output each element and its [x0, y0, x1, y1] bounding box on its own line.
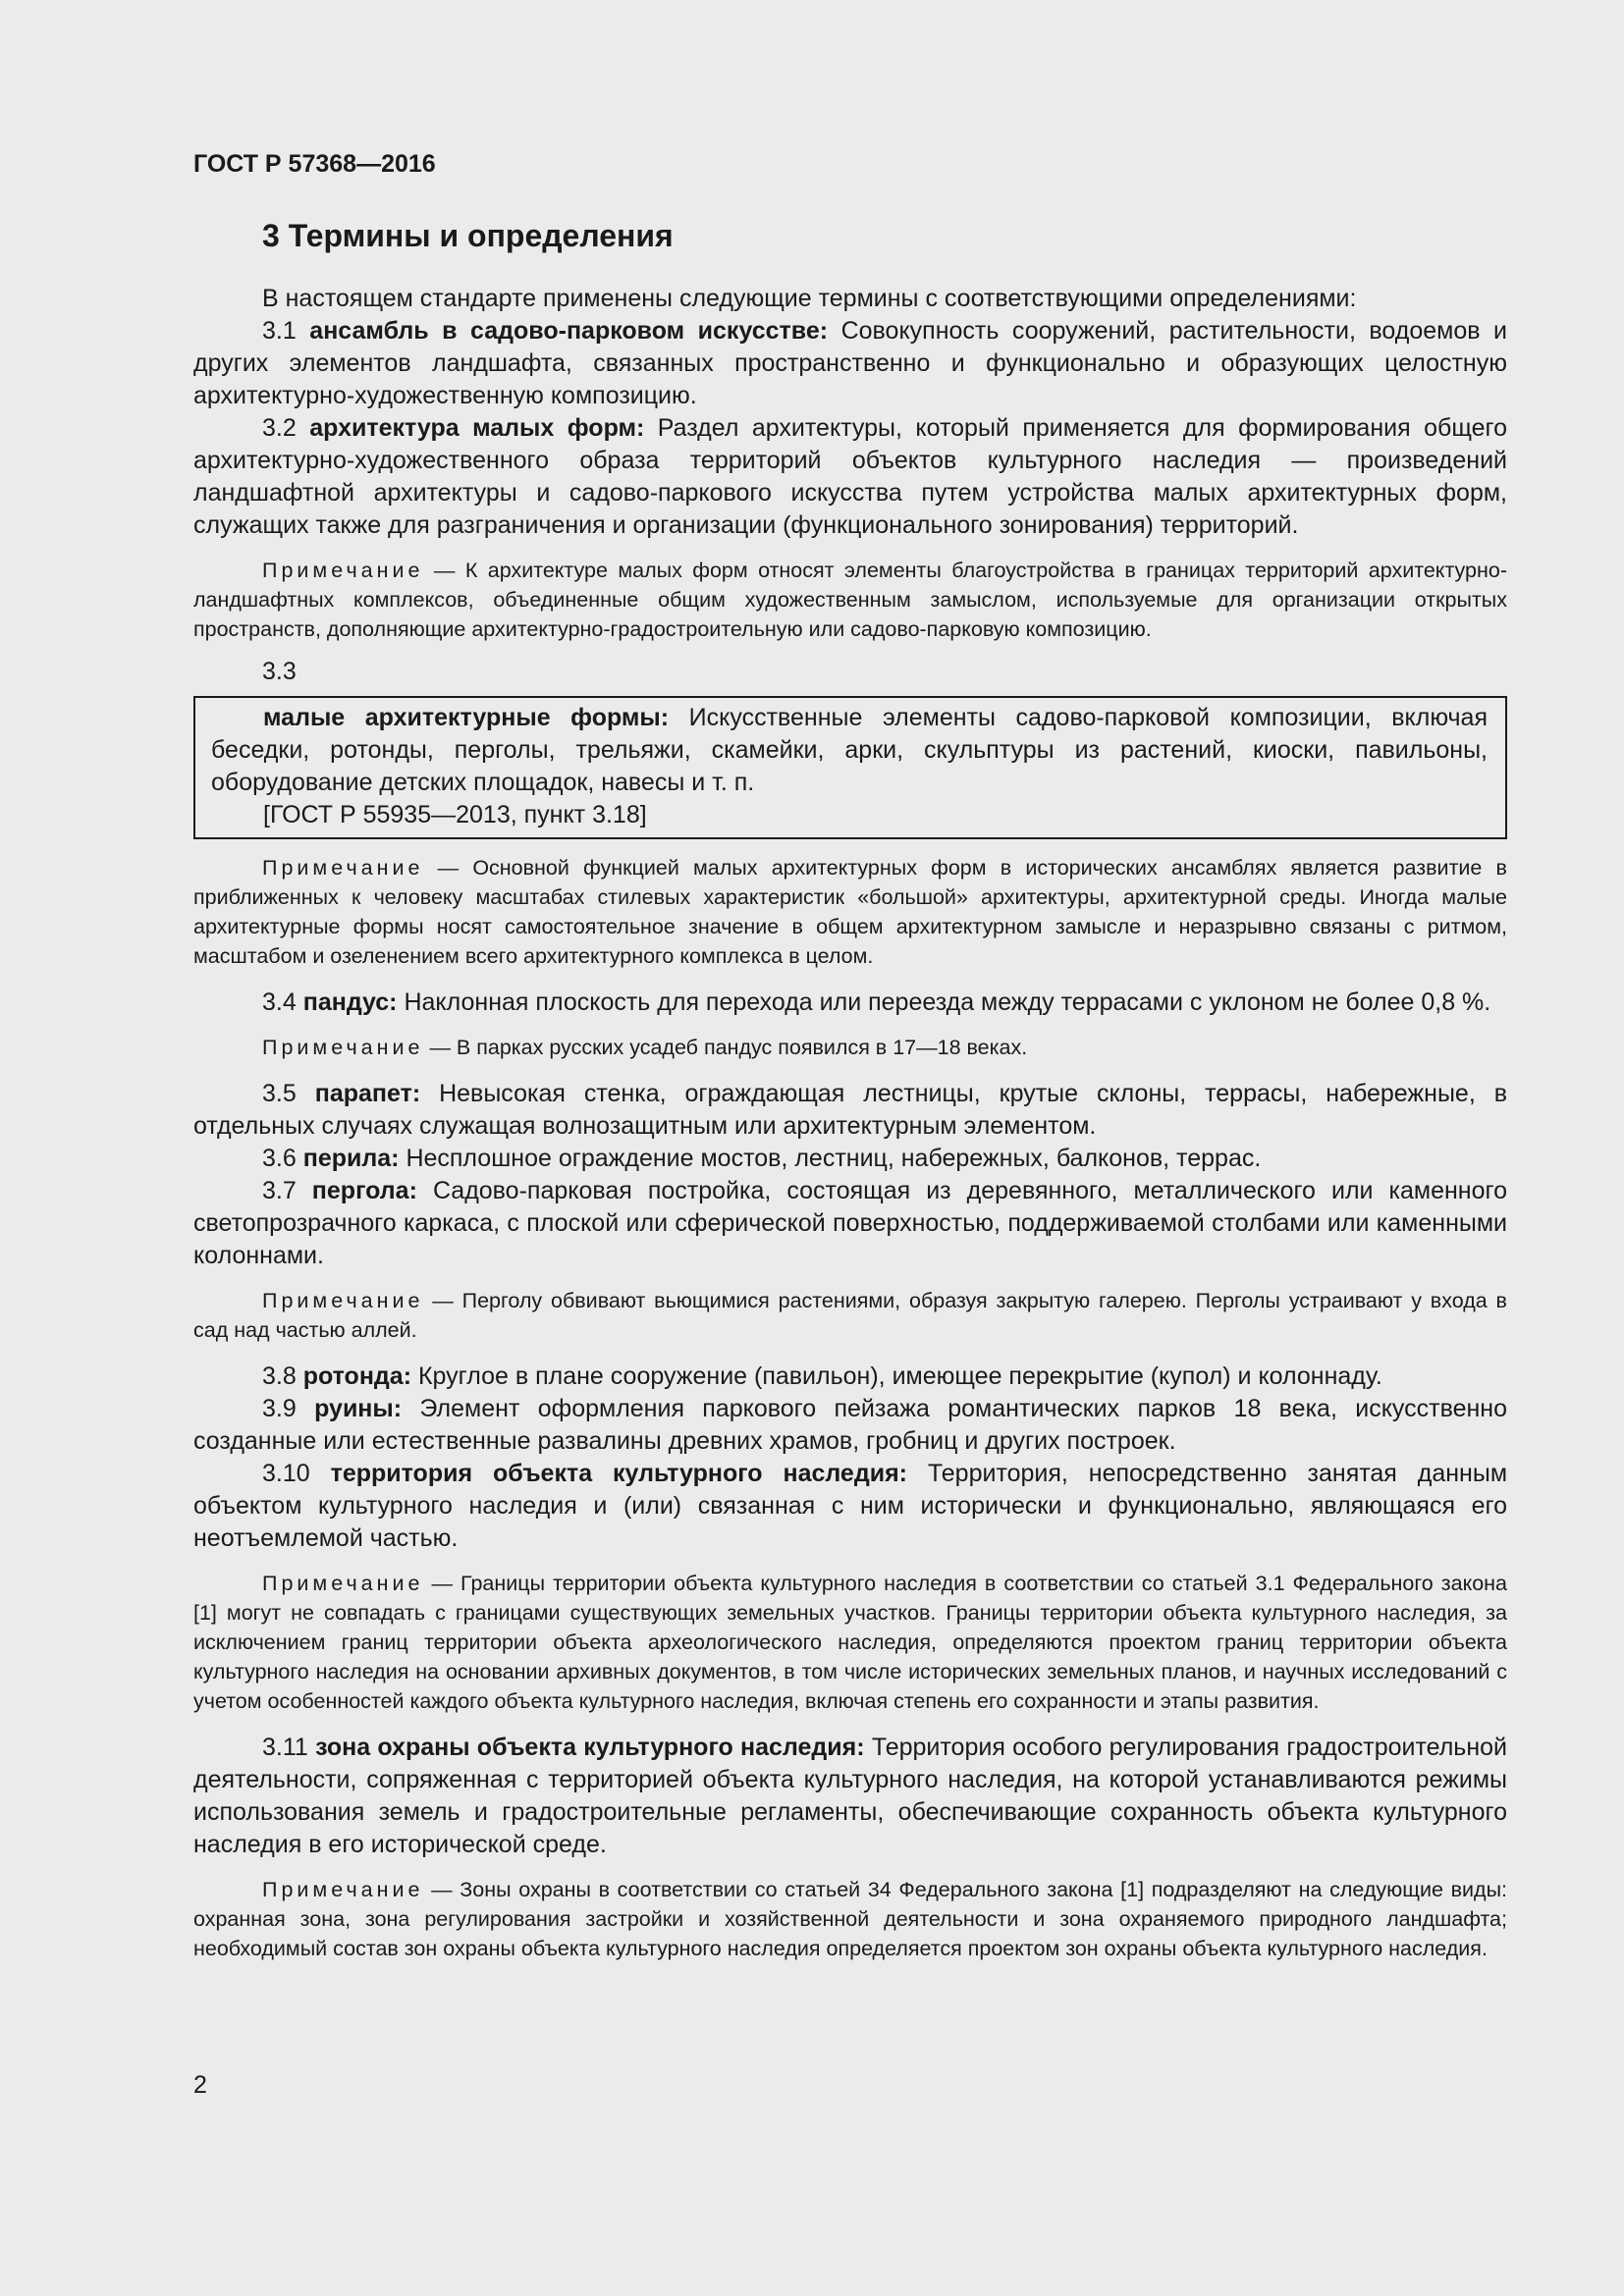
term-definition: Территория особого регулирования градостроительной деятельности, сопряженная с территорией объекта культурного наследия, на которой устанавливаются режимы использования земель и градостроительные регламенты, обеспечивающие сохранность объекта культурного наследия в его исторической среде.: [193, 1734, 1507, 1858]
term-3-4: [193, 987, 1507, 1019]
term-name: малые архитектурные формы:: [263, 704, 670, 731]
document-code: ГОСТ Р 57368—2016: [193, 150, 436, 178]
note-text: — Основной функцией малых архитектурных форм в исторических ансамблях является развитие в приближенных к человеку масштабах стилевых характеристик «большой» архитектуры, архитектурной среды. Иногда малые архитектурные формы носят самостоятельное значение в общем архитектурном замысле и неразрывно связаны с ритмом, масштабом и озеленением всего архитектурного комплекса в целом.: [193, 856, 1507, 968]
note-text: — Зоны охраны в соответствии со статьей 34 Федерального закона [1] подразделяют на следующие виды: охранная зона, зона регулирования застройки и хозяйственной деятельности и зона охраняемого природного ландшафта; необходимый состав зон охраны объекта культурного наследия определяется проектом зон охраны объекта культурного наследия.: [193, 1878, 1507, 1960]
term-number: 3.7: [262, 1177, 297, 1204]
term-definition: Несплошное ограждение мостов, лестниц, набережных, балконов, террас.: [406, 1145, 1262, 1172]
page-content: [193, 147, 1507, 1963]
note-3-2: [193, 556, 1507, 644]
term-3-3: [211, 702, 1488, 799]
term-definition: Наклонная плоскость для перехода или переезда между террасами с уклоном не более 0,8 %.: [404, 988, 1491, 1016]
note-3-4: [193, 1033, 1507, 1062]
page-number: 2: [193, 2071, 207, 2099]
term-3-3-box: [193, 696, 1507, 839]
note-text: — Границы территории объекта культурного наследия в соответствии со статьей 3.1 Федерального закона [1] могут не совпадать с границами существующих земельных участков. Границы территории объекта культурного наследия, за исключением границ территории объекта археологического наследия, определяются проектом границ территории объекта культурного наследия на основании архивных документов, в том числе исторических земельных планов, и научных исследований с учетом особенностей каждого объекта культурного наследия, включая степень его сохранности и этапы развития.: [193, 1572, 1507, 1713]
term-name: пандус:: [302, 988, 398, 1016]
term-number: 3.10: [262, 1460, 310, 1487]
term-name: ансамбль в садово-парковом искусстве:: [309, 317, 829, 345]
note-text: — К архитектуре малых форм относят элементы благоустройства в границах территорий архитектурно-ландшафтных комплексов, объединенные общим художественным замыслом, используемые для организации открытых пространств, дополняющие архитектурно-градостроительную или садово-парковую композицию.: [193, 559, 1507, 641]
term-3-9: [193, 1393, 1507, 1458]
note-3-11: [193, 1875, 1507, 1963]
note-label: Примечание: [262, 856, 424, 880]
term-3-3-number: 3.3: [262, 658, 297, 685]
term-3-2: [193, 412, 1507, 542]
term-3-5: [193, 1078, 1507, 1143]
note-text: — В парках русских усадеб пандус появился в 17—18 веках.: [429, 1036, 1028, 1059]
term-name: пергола:: [311, 1177, 417, 1204]
note-3-10: [193, 1569, 1507, 1716]
term-3-8: [193, 1361, 1507, 1393]
term-number: 3.8: [262, 1362, 297, 1390]
term-definition: Совокупность сооружений, растительности, водоемов и других элементов ландшафта, связанных пространственно и функционально и образующих целостную архитектурно-художественную композицию.: [193, 317, 1508, 409]
term-definition: Невысокая стенка, ограждающая лестницы, крутые склоны, террасы, набережные, в отдельных случаях служащая волнозащитным или архитектурным элементом.: [193, 1080, 1507, 1140]
term-number: 3.9: [262, 1395, 297, 1422]
term-number: 3.5: [262, 1080, 297, 1107]
term-number: 3.2: [262, 414, 297, 442]
term-name: руины:: [314, 1395, 403, 1422]
term-name: ротонда:: [302, 1362, 412, 1390]
note-label: Примечание: [262, 1036, 424, 1059]
term-source-reference: [ГОСТ Р 55935—2013, пункт 3.18]: [263, 801, 647, 828]
term-definition: Раздел архитектуры, который применяется для формирования общего архитектурно-художественного образа территорий объектов культурного наследия — произведений ландшафтной архитектуры и садово-паркового искусства путем устройства малых архитектурных форм, служащих также для разграничения и организации (функционального зонирования) территорий.: [193, 414, 1507, 539]
term-3-10: [193, 1458, 1507, 1555]
term-definition: Круглое в плане сооружение (павильон), имеющее перекрытие (купол) и колоннаду.: [417, 1362, 1382, 1390]
term-name: территория объекта культурного наследия:: [330, 1460, 907, 1487]
term-3-1: [193, 315, 1507, 412]
term-name: архитектура малых форм:: [309, 414, 645, 442]
note-label: Примечание: [262, 1289, 424, 1312]
term-definition: Территория, непосредственно занятая данным объектом культурного наследия и (или) связанная с ним исторически и функционально, являющаяся его неотъемлемой частью.: [193, 1460, 1508, 1552]
note-3-3: [193, 853, 1507, 971]
term-definition: Элемент оформления паркового пейзажа романтических парков 18 века, искусственно созданные или естественные развалины древних храмов, гробниц и других построек.: [193, 1395, 1507, 1455]
term-definition: Искусственные элементы садово-парковой композиции, включая беседки, ротонды, перголы, трельяжи, скамейки, арки, скульптуры из растений, киоски, павильоны, оборудование детских площадок, навесы и т. п.: [211, 704, 1488, 796]
term-3-6: [193, 1143, 1507, 1175]
term-3-11: [193, 1732, 1507, 1861]
note-label: Примечание: [262, 1878, 424, 1901]
term-number: 3.6: [262, 1145, 297, 1172]
term-number: 3.11: [262, 1734, 308, 1761]
note-label: Примечание: [262, 559, 424, 582]
term-3-7: [193, 1175, 1507, 1272]
term-definition: Садово-парковая постройка, состоящая из деревянного, металлического или каменного светопрозрачного каркаса, с плоской или сферической поверхностью, поддерживаемой столбами или каменными колоннами.: [193, 1177, 1507, 1269]
term-name: парапет:: [314, 1080, 421, 1107]
term-name: зона охраны объекта культурного наследия:: [315, 1734, 865, 1761]
note-3-7: [193, 1286, 1507, 1345]
term-number: 3.1: [262, 317, 297, 345]
section-title: 3 Термины и определения: [262, 218, 674, 253]
term-name: перила:: [302, 1145, 400, 1172]
term-number: 3.4: [262, 988, 297, 1016]
intro-paragraph: В настоящем стандарте применены следующие термины с соответствующими определениями:: [262, 285, 1357, 312]
note-text: — Перголу обвивают вьющимися растениями, образуя закрытую галерею. Перголы устраивают у входа в сад над частью аллей.: [193, 1289, 1507, 1342]
note-label: Примечание: [262, 1572, 424, 1595]
